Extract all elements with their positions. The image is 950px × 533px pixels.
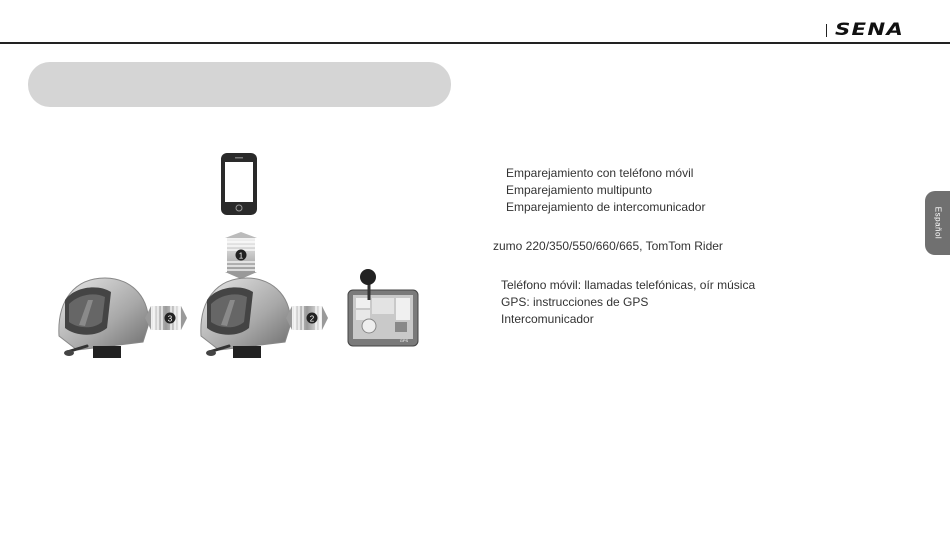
step-1-label: 1 — [238, 251, 244, 261]
audio-source-2: GPS: instrucciones de GPS — [501, 295, 649, 309]
section-title-bar — [28, 62, 451, 107]
audio-source-3: Intercomunicador — [501, 312, 594, 326]
pairing-method-3: Emparejamiento de intercomunicador — [506, 200, 706, 214]
step-2-label: 2 — [309, 314, 315, 324]
phone-icon — [221, 153, 257, 215]
language-tab-label: Español — [933, 206, 942, 240]
audio-source-1: Teléfono móvil: llamadas telefónicas, oír música — [501, 278, 756, 292]
pairing-method-1: Emparejamiento con teléfono móvil — [506, 166, 694, 180]
step-2-badge — [307, 313, 318, 324]
center-helmet-icon — [201, 278, 290, 358]
gps-models: zumo 220/350/550/660/665, TomTom Rider — [493, 239, 723, 253]
step-3-label: 3 — [167, 314, 173, 324]
brand-separator — [826, 24, 827, 37]
language-tab[interactable] — [925, 191, 950, 255]
gps-device-icon — [348, 269, 418, 346]
step-1-badge — [236, 250, 247, 261]
brand-logo: SENA — [835, 20, 905, 40]
left-helmet-icon — [59, 278, 148, 358]
pairing-diagram — [55, 150, 425, 360]
header-rule — [0, 42, 950, 44]
pairing-method-2: Emparejamiento multipunto — [506, 183, 653, 197]
gps-screen-label: GPS — [399, 338, 409, 343]
step-3-badge — [165, 313, 176, 324]
